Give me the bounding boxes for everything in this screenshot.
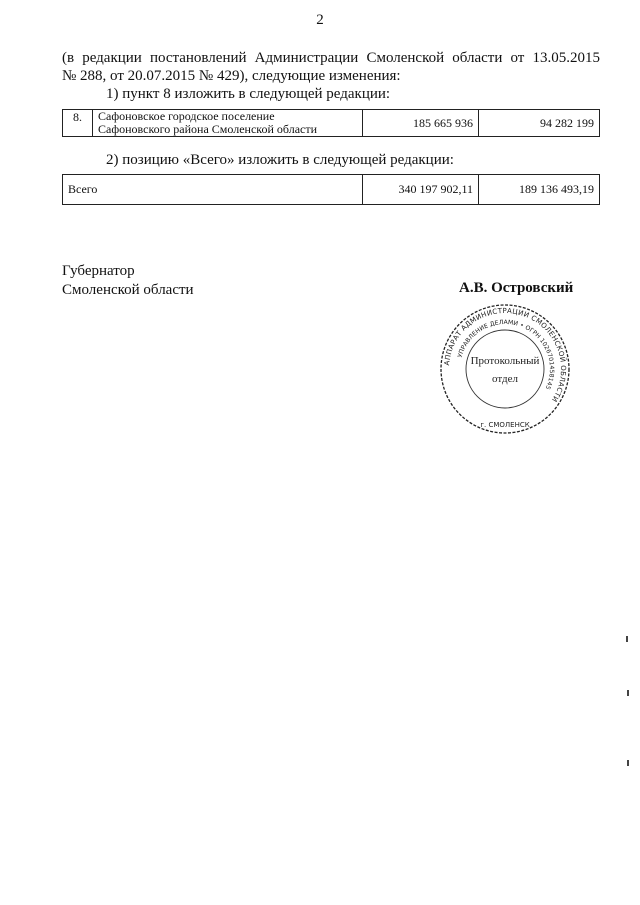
stamp-city: г. СМОЛЕНСК [480, 421, 530, 429]
signatory-title-line-1: Губернатор [62, 263, 135, 279]
intro-line-1: (в редакции постановлений Администрации Смоленской области от 13.05.2015 [62, 50, 600, 66]
stamp-center-line-1: Протокольный [470, 355, 540, 367]
signatory-name: А.В. Островский [459, 280, 574, 296]
page-number: 2 [316, 12, 324, 28]
table-row [63, 175, 600, 205]
scan-artifact [627, 690, 629, 696]
stamp-inner-text: УПРАВЛЕНИЕ ДЕЛАМИ • ОГРН 1026701458145 [456, 318, 556, 391]
item-2-text: 2) позицию «Всего» изложить в следующей редакции: [106, 152, 454, 168]
official-stamp [440, 304, 570, 434]
row-value-2: 94 282 199 [479, 110, 600, 137]
total-label: Всего [63, 175, 363, 205]
table-row [63, 110, 600, 137]
stamp-outer-text: АППАРАТ АДМИНИСТРАЦИИ СМОЛЕНСКОЙ ОБЛАСТИ [443, 306, 568, 404]
total-value-1: 340 197 902,11 [363, 175, 479, 205]
scan-artifact [626, 636, 628, 642]
stamp-center-line-2: отдел [492, 373, 518, 385]
total-value-2: 189 136 493,19 [479, 175, 600, 205]
table-item-8 [62, 109, 600, 137]
row-value-1: 185 665 936 [363, 110, 479, 137]
row-name-line-2: Сафоновского района Смоленской области [98, 122, 318, 136]
row-name [93, 110, 363, 137]
row-number: 8. [63, 110, 93, 137]
intro-line-2: № 288, от 20.07.2015 № 429), следующие изменения: [62, 68, 401, 84]
table-total [62, 174, 600, 205]
item-1-text: 1) пункт 8 изложить в следующей редакции: [106, 86, 391, 102]
row-name-line-1: Сафоновское городское поселение [98, 109, 275, 123]
signatory-title [62, 262, 194, 300]
signatory-title-line-2: Смоленской области [62, 282, 194, 298]
scan-artifact [627, 760, 629, 766]
